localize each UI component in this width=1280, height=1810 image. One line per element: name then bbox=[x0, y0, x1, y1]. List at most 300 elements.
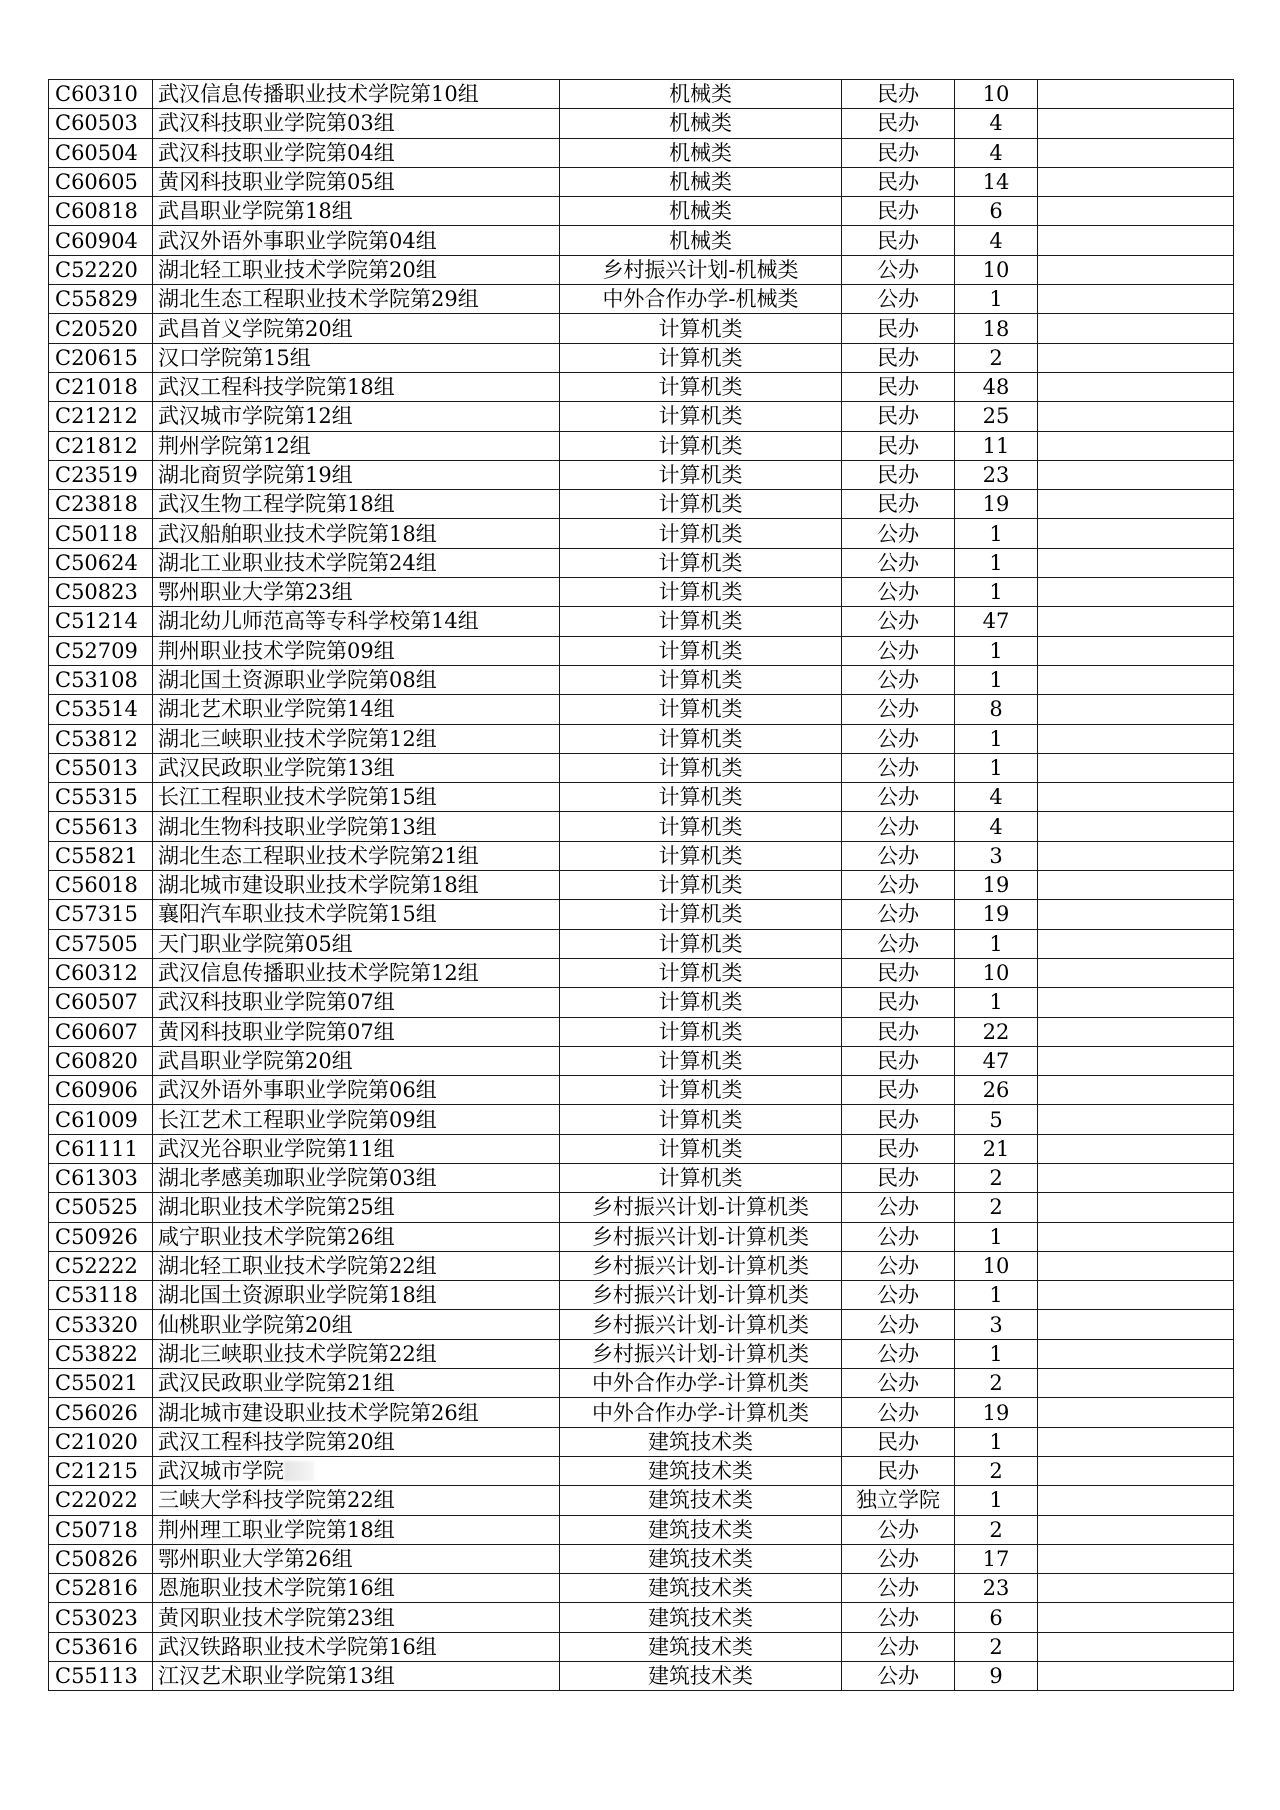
school-group-name-cell bbox=[153, 1193, 560, 1222]
table-row bbox=[49, 314, 1234, 343]
empty-cell bbox=[1038, 1046, 1234, 1075]
major-category-cell: 计算机类 bbox=[560, 900, 842, 929]
school-group-name: 湖北国土资源职业学院第08组 bbox=[158, 668, 437, 693]
table-row bbox=[49, 285, 1234, 314]
school-group-name-cell bbox=[153, 1398, 560, 1427]
school-group-name: 恩施职业技术学院第16组 bbox=[158, 1576, 395, 1601]
table-row bbox=[49, 753, 1234, 782]
plan-count-cell: 5 bbox=[955, 1105, 1038, 1134]
major-category-cell: 中外合作办学-计算机类 bbox=[560, 1369, 842, 1398]
school-group-name: 武汉民政职业学院第13组 bbox=[158, 755, 395, 780]
group-code-cell: C52222 bbox=[49, 1251, 153, 1280]
empty-cell bbox=[1038, 431, 1234, 460]
table-row bbox=[49, 519, 1234, 548]
plan-count-cell: 2 bbox=[955, 1369, 1038, 1398]
group-code-cell: C60820 bbox=[49, 1046, 153, 1075]
group-code-cell: C53023 bbox=[49, 1603, 153, 1632]
major-category-cell: 计算机类 bbox=[560, 812, 842, 841]
plan-count-cell: 19 bbox=[955, 871, 1038, 900]
major-category-cell: 乡村振兴计划-计算机类 bbox=[560, 1310, 842, 1339]
plan-count-cell: 2 bbox=[955, 1632, 1038, 1661]
group-code-cell: C55613 bbox=[49, 812, 153, 841]
empty-cell bbox=[1038, 929, 1234, 958]
school-group-name: 湖北生态工程职业技术学院第29组 bbox=[158, 287, 479, 312]
school-group-name-cell bbox=[153, 1339, 560, 1368]
plan-count-cell: 21 bbox=[955, 1134, 1038, 1163]
plan-count-cell: 26 bbox=[955, 1076, 1038, 1105]
school-type-cell: 民办 bbox=[842, 1076, 955, 1105]
group-code-cell: C56018 bbox=[49, 871, 153, 900]
major-category-cell: 计算机类 bbox=[560, 929, 842, 958]
group-code-cell: C21215 bbox=[49, 1456, 153, 1485]
school-type-cell: 民办 bbox=[842, 1427, 955, 1456]
plan-count-cell: 10 bbox=[955, 958, 1038, 987]
school-group-name-cell bbox=[153, 1310, 560, 1339]
plan-count-cell: 1 bbox=[955, 285, 1038, 314]
school-group-name: 黄冈科技职业学院第05组 bbox=[158, 170, 395, 195]
school-group-name-cell bbox=[153, 665, 560, 694]
group-code-cell: C23519 bbox=[49, 460, 153, 489]
empty-cell bbox=[1038, 578, 1234, 607]
group-code-cell: C53108 bbox=[49, 665, 153, 694]
table-row bbox=[49, 1398, 1234, 1427]
school-group-name-cell bbox=[153, 1574, 560, 1603]
school-group-name: 湖北商贸学院第19组 bbox=[158, 463, 353, 487]
major-category-cell: 乡村振兴计划-机械类 bbox=[560, 255, 842, 284]
major-category-cell: 建筑技术类 bbox=[560, 1427, 842, 1456]
school-type-cell: 公办 bbox=[842, 1574, 955, 1603]
school-group-name: 湖北三峡职业技术学院第12组 bbox=[158, 726, 437, 751]
empty-cell bbox=[1038, 402, 1234, 431]
school-type-cell: 独立学院 bbox=[842, 1486, 955, 1515]
table-row bbox=[49, 1076, 1234, 1105]
major-category-cell: 计算机类 bbox=[560, 988, 842, 1017]
school-type-cell: 民办 bbox=[842, 197, 955, 226]
empty-cell bbox=[1038, 255, 1234, 284]
group-code-cell: C21212 bbox=[49, 402, 153, 431]
table-row bbox=[49, 1310, 1234, 1339]
school-group-name: 长江工程职业技术学院第15组 bbox=[158, 785, 437, 810]
school-group-name-cell bbox=[153, 255, 560, 284]
school-group-name-cell bbox=[153, 167, 560, 196]
empty-cell bbox=[1038, 167, 1234, 196]
plan-count-cell: 3 bbox=[955, 841, 1038, 870]
empty-cell bbox=[1038, 1017, 1234, 1046]
school-group-name: 汉口学院第15组 bbox=[158, 345, 311, 370]
empty-cell bbox=[1038, 1163, 1234, 1192]
school-group-name-cell bbox=[153, 871, 560, 900]
school-type-cell: 公办 bbox=[842, 1369, 955, 1398]
school-group-name: 湖北三峡职业技术学院第22组 bbox=[158, 1341, 437, 1366]
school-group-name: 武汉城市学院 bbox=[158, 1459, 284, 1484]
table-row bbox=[49, 1163, 1234, 1192]
major-category-cell: 计算机类 bbox=[560, 1076, 842, 1105]
empty-cell bbox=[1038, 343, 1234, 372]
group-code-cell: C53118 bbox=[49, 1281, 153, 1310]
table-row bbox=[49, 1544, 1234, 1573]
group-code-cell: C60904 bbox=[49, 226, 153, 255]
school-group-name: 武汉船舶职业技术学院第18组 bbox=[158, 521, 437, 546]
school-type-cell: 民办 bbox=[842, 988, 955, 1017]
school-group-name-cell bbox=[153, 636, 560, 665]
group-code-cell: C55821 bbox=[49, 841, 153, 870]
school-group-name-cell bbox=[153, 695, 560, 724]
plan-count-cell: 1 bbox=[955, 636, 1038, 665]
empty-cell bbox=[1038, 1134, 1234, 1163]
school-type-cell: 民办 bbox=[842, 1017, 955, 1046]
major-category-cell: 建筑技术类 bbox=[560, 1486, 842, 1515]
major-category-cell: 建筑技术类 bbox=[560, 1632, 842, 1661]
group-code-cell: C21020 bbox=[49, 1427, 153, 1456]
plan-count-cell: 1 bbox=[955, 1486, 1038, 1515]
school-group-name-cell bbox=[153, 578, 560, 607]
table-row bbox=[49, 138, 1234, 167]
empty-cell bbox=[1038, 1398, 1234, 1427]
table-row bbox=[49, 1369, 1234, 1398]
school-group-name-cell bbox=[153, 1632, 560, 1661]
plan-count-cell: 2 bbox=[955, 343, 1038, 372]
plan-count-cell: 11 bbox=[955, 431, 1038, 460]
school-group-name-cell bbox=[153, 372, 560, 401]
empty-cell bbox=[1038, 372, 1234, 401]
school-type-cell: 公办 bbox=[842, 1281, 955, 1310]
school-group-name: 鄂州职业大学第23组 bbox=[158, 580, 353, 605]
group-code-cell: C50718 bbox=[49, 1515, 153, 1544]
school-group-name-cell bbox=[153, 1046, 560, 1075]
school-type-cell: 公办 bbox=[842, 607, 955, 636]
school-group-name-cell bbox=[153, 1017, 560, 1046]
major-category-cell: 计算机类 bbox=[560, 783, 842, 812]
group-code-cell: C50826 bbox=[49, 1544, 153, 1573]
group-code-cell: C21018 bbox=[49, 372, 153, 401]
school-group-name: 湖北城市建设职业技术学院第18组 bbox=[158, 873, 479, 898]
school-type-cell: 民办 bbox=[842, 80, 955, 109]
school-type-cell: 民办 bbox=[842, 431, 955, 460]
group-code-cell: C60310 bbox=[49, 80, 153, 109]
group-code-cell: C53514 bbox=[49, 695, 153, 724]
major-category-cell: 计算机类 bbox=[560, 1105, 842, 1134]
table-row bbox=[49, 490, 1234, 519]
table-row bbox=[49, 343, 1234, 372]
group-code-cell: C53822 bbox=[49, 1339, 153, 1368]
school-type-cell: 公办 bbox=[842, 1193, 955, 1222]
table-row bbox=[49, 402, 1234, 431]
school-group-name-cell bbox=[153, 1544, 560, 1573]
school-group-name-cell bbox=[153, 1486, 560, 1515]
empty-cell bbox=[1038, 1662, 1234, 1691]
table-row bbox=[49, 900, 1234, 929]
plan-count-cell: 1 bbox=[955, 753, 1038, 782]
table-row bbox=[49, 1017, 1234, 1046]
major-category-cell: 乡村振兴计划-计算机类 bbox=[560, 1251, 842, 1280]
school-group-name: 武汉工程科技学院第18组 bbox=[158, 375, 395, 400]
major-category-cell: 计算机类 bbox=[560, 753, 842, 782]
group-code-cell: C60906 bbox=[49, 1076, 153, 1105]
empty-cell bbox=[1038, 1339, 1234, 1368]
major-category-cell: 计算机类 bbox=[560, 1134, 842, 1163]
major-category-cell: 计算机类 bbox=[560, 724, 842, 753]
school-type-cell: 公办 bbox=[842, 1515, 955, 1544]
plan-count-cell: 23 bbox=[955, 460, 1038, 489]
table-row bbox=[49, 578, 1234, 607]
group-code-cell: C55013 bbox=[49, 753, 153, 782]
major-category-cell: 计算机类 bbox=[560, 372, 842, 401]
school-group-name-cell bbox=[153, 900, 560, 929]
group-code-cell: C21812 bbox=[49, 431, 153, 460]
major-category-cell: 计算机类 bbox=[560, 1017, 842, 1046]
school-group-name: 湖北职业技术学院第25组 bbox=[158, 1195, 395, 1220]
major-category-cell: 计算机类 bbox=[560, 460, 842, 489]
school-group-name: 武汉外语外事职业学院第06组 bbox=[158, 1078, 437, 1103]
school-group-name: 湖北城市建设职业技术学院第26组 bbox=[158, 1400, 479, 1425]
school-group-name-cell bbox=[153, 841, 560, 870]
school-group-name-cell bbox=[153, 1281, 560, 1310]
school-group-name-cell bbox=[153, 753, 560, 782]
major-category-cell: 计算机类 bbox=[560, 548, 842, 577]
group-code-cell: C23818 bbox=[49, 490, 153, 519]
empty-cell bbox=[1038, 812, 1234, 841]
major-category-cell: 机械类 bbox=[560, 197, 842, 226]
school-group-name: 武汉科技职业学院第04组 bbox=[158, 140, 395, 165]
table-row bbox=[49, 724, 1234, 753]
plan-count-cell: 1 bbox=[955, 988, 1038, 1017]
empty-cell bbox=[1038, 636, 1234, 665]
school-group-name: 湖北工业职业技术学院第24组 bbox=[158, 550, 437, 575]
school-group-name: 武汉外语外事职业学院第04组 bbox=[158, 228, 437, 253]
empty-cell bbox=[1038, 1603, 1234, 1632]
empty-cell bbox=[1038, 226, 1234, 255]
group-code-cell: C52709 bbox=[49, 636, 153, 665]
school-type-cell: 公办 bbox=[842, 783, 955, 812]
plan-count-cell: 2 bbox=[955, 1456, 1038, 1485]
school-group-name: 黄冈职业技术学院第23组 bbox=[158, 1605, 395, 1630]
major-category-cell: 计算机类 bbox=[560, 431, 842, 460]
empty-cell bbox=[1038, 1193, 1234, 1222]
plan-count-cell: 9 bbox=[955, 1662, 1038, 1691]
plan-count-cell: 17 bbox=[955, 1544, 1038, 1573]
plan-count-cell: 23 bbox=[955, 1574, 1038, 1603]
major-category-cell: 建筑技术类 bbox=[560, 1456, 842, 1485]
group-code-cell: C56026 bbox=[49, 1398, 153, 1427]
school-group-name: 湖北幼儿师范高等专科学校第14组 bbox=[158, 609, 479, 634]
major-category-cell: 中外合作办学-机械类 bbox=[560, 285, 842, 314]
empty-cell bbox=[1038, 1515, 1234, 1544]
school-type-cell: 公办 bbox=[842, 1310, 955, 1339]
major-category-cell: 计算机类 bbox=[560, 343, 842, 372]
plan-count-cell: 10 bbox=[955, 1251, 1038, 1280]
school-group-name-cell bbox=[153, 958, 560, 987]
redacted-region bbox=[284, 1461, 314, 1481]
plan-count-cell: 1 bbox=[955, 724, 1038, 753]
school-type-cell: 民办 bbox=[842, 138, 955, 167]
school-type-cell: 公办 bbox=[842, 871, 955, 900]
table-row bbox=[49, 636, 1234, 665]
school-type-cell: 公办 bbox=[842, 1632, 955, 1661]
school-group-name-cell bbox=[153, 724, 560, 753]
plan-count-cell: 19 bbox=[955, 490, 1038, 519]
table-row bbox=[49, 1281, 1234, 1310]
school-group-name-cell bbox=[153, 314, 560, 343]
table-row bbox=[49, 841, 1234, 870]
plan-count-cell: 2 bbox=[955, 1515, 1038, 1544]
school-group-name: 武昌首义学院第20组 bbox=[158, 316, 353, 341]
group-code-cell: C60507 bbox=[49, 988, 153, 1017]
plan-count-cell: 4 bbox=[955, 138, 1038, 167]
empty-cell bbox=[1038, 519, 1234, 548]
table-row bbox=[49, 607, 1234, 636]
school-group-name: 湖北轻工职业技术学院第22组 bbox=[158, 1254, 437, 1279]
school-type-cell: 民办 bbox=[842, 109, 955, 138]
school-type-cell: 公办 bbox=[842, 665, 955, 694]
table-row bbox=[49, 255, 1234, 284]
school-group-name-cell bbox=[153, 519, 560, 548]
school-group-name-cell bbox=[153, 402, 560, 431]
school-type-cell: 民办 bbox=[842, 167, 955, 196]
school-group-name: 湖北轻工职业技术学院第20组 bbox=[158, 257, 437, 282]
school-group-name: 湖北艺术职业学院第14组 bbox=[158, 697, 395, 722]
school-group-name: 仙桃职业学院第20组 bbox=[158, 1312, 353, 1337]
plan-count-cell: 1 bbox=[955, 548, 1038, 577]
empty-cell bbox=[1038, 1105, 1234, 1134]
plan-count-cell: 1 bbox=[955, 665, 1038, 694]
table-row bbox=[49, 1427, 1234, 1456]
plan-count-cell: 22 bbox=[955, 1017, 1038, 1046]
school-group-name-cell bbox=[153, 1456, 560, 1485]
table-row bbox=[49, 197, 1234, 226]
school-group-name: 湖北孝感美珈职业学院第03组 bbox=[158, 1166, 437, 1191]
school-group-name-cell bbox=[153, 343, 560, 372]
table-row bbox=[49, 1105, 1234, 1134]
plan-count-cell: 19 bbox=[955, 1398, 1038, 1427]
group-code-cell: C57505 bbox=[49, 929, 153, 958]
table-row bbox=[49, 80, 1234, 109]
school-group-name: 武汉信息传播职业技术学院第10组 bbox=[158, 82, 479, 107]
table-row bbox=[49, 958, 1234, 987]
table-row bbox=[49, 1222, 1234, 1251]
school-type-cell: 公办 bbox=[842, 636, 955, 665]
group-code-cell: C20615 bbox=[49, 343, 153, 372]
school-type-cell: 公办 bbox=[842, 285, 955, 314]
school-type-cell: 公办 bbox=[842, 812, 955, 841]
school-group-name-cell bbox=[153, 1251, 560, 1280]
school-group-name-cell bbox=[153, 80, 560, 109]
empty-cell bbox=[1038, 1427, 1234, 1456]
plan-count-cell: 4 bbox=[955, 812, 1038, 841]
group-code-cell: C60503 bbox=[49, 109, 153, 138]
group-code-cell: C22022 bbox=[49, 1486, 153, 1515]
empty-cell bbox=[1038, 314, 1234, 343]
school-group-name-cell bbox=[153, 1105, 560, 1134]
empty-cell bbox=[1038, 1076, 1234, 1105]
table-row bbox=[49, 812, 1234, 841]
empty-cell bbox=[1038, 197, 1234, 226]
table-row bbox=[49, 929, 1234, 958]
school-type-cell: 民办 bbox=[842, 1105, 955, 1134]
school-group-name: 武汉光谷职业学院第11组 bbox=[158, 1136, 395, 1161]
plan-count-cell: 48 bbox=[955, 372, 1038, 401]
plan-count-cell: 19 bbox=[955, 900, 1038, 929]
plan-count-cell: 4 bbox=[955, 109, 1038, 138]
school-group-name-cell bbox=[153, 490, 560, 519]
school-group-name: 武汉工程科技学院第20组 bbox=[158, 1429, 395, 1454]
school-type-cell: 民办 bbox=[842, 402, 955, 431]
school-group-name: 荆州职业技术学院第09组 bbox=[158, 638, 395, 663]
table-row bbox=[49, 1193, 1234, 1222]
empty-cell bbox=[1038, 109, 1234, 138]
school-group-name-cell bbox=[153, 109, 560, 138]
table-row bbox=[49, 665, 1234, 694]
group-code-cell: C51214 bbox=[49, 607, 153, 636]
empty-cell bbox=[1038, 1251, 1234, 1280]
plan-count-cell: 10 bbox=[955, 80, 1038, 109]
school-group-name: 武汉民政职业学院第21组 bbox=[158, 1371, 395, 1396]
admissions-table bbox=[48, 79, 1234, 1691]
empty-cell bbox=[1038, 1222, 1234, 1251]
school-group-name-cell bbox=[153, 1427, 560, 1456]
school-type-cell: 公办 bbox=[842, 548, 955, 577]
school-type-cell: 公办 bbox=[842, 1544, 955, 1573]
major-category-cell: 机械类 bbox=[560, 80, 842, 109]
major-category-cell: 计算机类 bbox=[560, 871, 842, 900]
table-row bbox=[49, 226, 1234, 255]
school-type-cell: 公办 bbox=[842, 695, 955, 724]
empty-cell bbox=[1038, 841, 1234, 870]
school-group-name-cell bbox=[153, 1076, 560, 1105]
school-group-name-cell bbox=[153, 988, 560, 1017]
major-category-cell: 乡村振兴计划-计算机类 bbox=[560, 1339, 842, 1368]
school-type-cell: 公办 bbox=[842, 1398, 955, 1427]
school-group-name-cell bbox=[153, 1515, 560, 1544]
empty-cell bbox=[1038, 548, 1234, 577]
major-category-cell: 计算机类 bbox=[560, 607, 842, 636]
major-category-cell: 乡村振兴计划-计算机类 bbox=[560, 1222, 842, 1251]
group-code-cell: C55829 bbox=[49, 285, 153, 314]
table-row bbox=[49, 1456, 1234, 1485]
plan-count-cell: 3 bbox=[955, 1310, 1038, 1339]
school-type-cell: 民办 bbox=[842, 1163, 955, 1192]
empty-cell bbox=[1038, 1632, 1234, 1661]
school-group-name-cell bbox=[153, 1369, 560, 1398]
school-type-cell: 公办 bbox=[842, 929, 955, 958]
school-group-name-cell bbox=[153, 607, 560, 636]
table-row bbox=[49, 988, 1234, 1017]
empty-cell bbox=[1038, 607, 1234, 636]
group-code-cell: C60607 bbox=[49, 1017, 153, 1046]
school-group-name: 荆州理工职业学院第18组 bbox=[158, 1517, 395, 1542]
school-type-cell: 公办 bbox=[842, 1339, 955, 1368]
school-group-name: 天门职业学院第05组 bbox=[158, 931, 353, 956]
empty-cell bbox=[1038, 724, 1234, 753]
group-code-cell: C61303 bbox=[49, 1163, 153, 1192]
school-group-name-cell bbox=[153, 929, 560, 958]
school-group-name-cell bbox=[153, 1603, 560, 1632]
table-row bbox=[49, 1603, 1234, 1632]
school-type-cell: 民办 bbox=[842, 460, 955, 489]
group-code-cell: C55315 bbox=[49, 783, 153, 812]
empty-cell bbox=[1038, 753, 1234, 782]
school-group-name-cell bbox=[153, 1662, 560, 1691]
empty-cell bbox=[1038, 988, 1234, 1017]
school-group-name: 江汉艺术职业学院第13组 bbox=[158, 1664, 395, 1689]
empty-cell bbox=[1038, 80, 1234, 109]
empty-cell bbox=[1038, 285, 1234, 314]
school-type-cell: 民办 bbox=[842, 490, 955, 519]
table-row bbox=[49, 109, 1234, 138]
school-type-cell: 公办 bbox=[842, 753, 955, 782]
group-code-cell: C57315 bbox=[49, 900, 153, 929]
table-row bbox=[49, 431, 1234, 460]
major-category-cell: 计算机类 bbox=[560, 841, 842, 870]
